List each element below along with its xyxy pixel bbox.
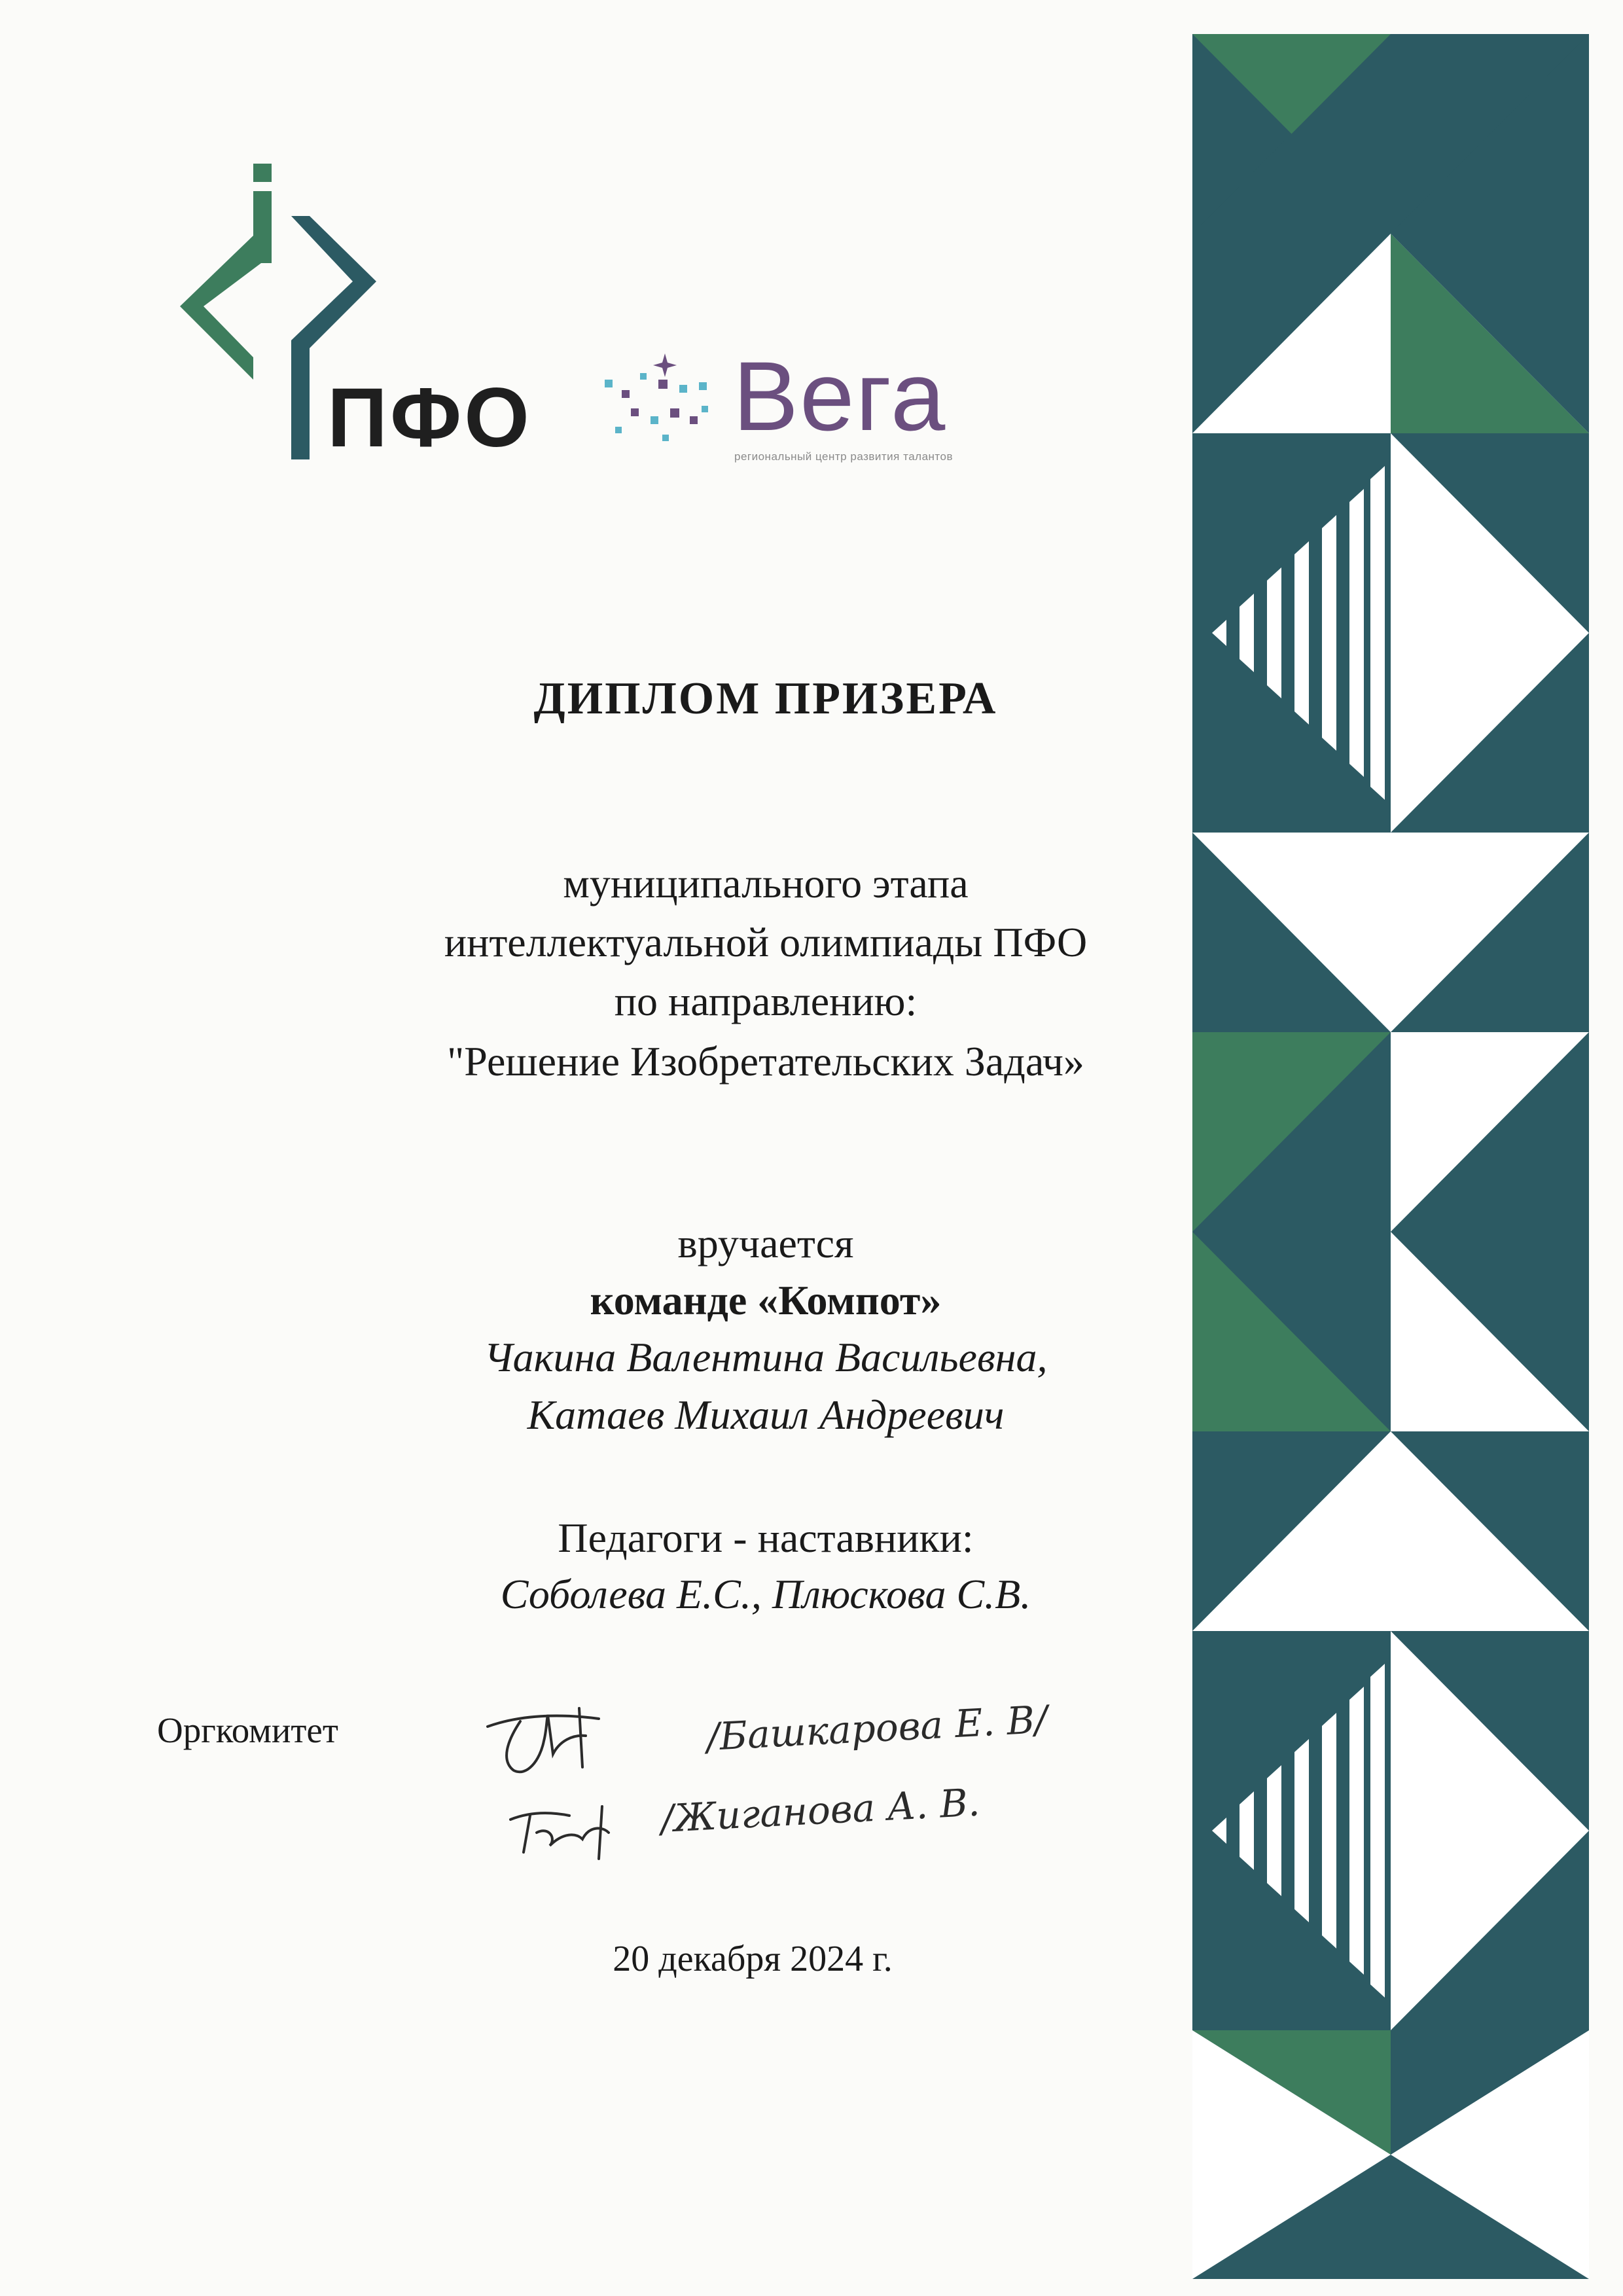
diploma-title: ДИПЛОМ ПРИЗЕРА: [533, 673, 998, 724]
issue-date: 20 декабря 2024 г.: [613, 1939, 893, 1979]
mentors-label: Педагоги - наставники:: [558, 1515, 974, 1561]
vega-logo-text: Вега: [733, 341, 947, 451]
direction-name: "Решение Изобретательских Задач»: [447, 1038, 1084, 1085]
decorative-pattern: [1192, 34, 1589, 2279]
signature-name: /Жиганова А. В.: [660, 1780, 981, 1841]
signature-mark: [504, 1793, 635, 1865]
stage-line: муниципального этапа: [563, 860, 969, 906]
mentors-names: Соболева Е.С., Плюскова С.В.: [500, 1571, 1031, 1617]
pfo-logo: [173, 157, 540, 471]
orgcommittee-label: Оргкомитет: [157, 1710, 338, 1750]
vega-logo: [602, 341, 969, 465]
signature-name: /Башкарова Е. В/: [705, 1696, 1049, 1759]
signature-mark: [481, 1695, 632, 1780]
vega-dots-icon: [602, 353, 726, 452]
team-member: Катаев Михаил Андреевич: [527, 1391, 1005, 1438]
team-member: Чакина Валентина Васильевна,: [484, 1334, 1048, 1380]
olympiad-line: интеллектуальной олимпиады ПФО: [444, 919, 1088, 965]
pfo-logo-text: ПФО: [327, 371, 532, 465]
team-name: команде «Компот»: [590, 1277, 942, 1323]
direction-label: по направлению:: [614, 978, 918, 1024]
awarded-label: вручается: [677, 1220, 854, 1266]
vega-logo-subtitle: региональный центр развития талантов: [734, 450, 954, 463]
